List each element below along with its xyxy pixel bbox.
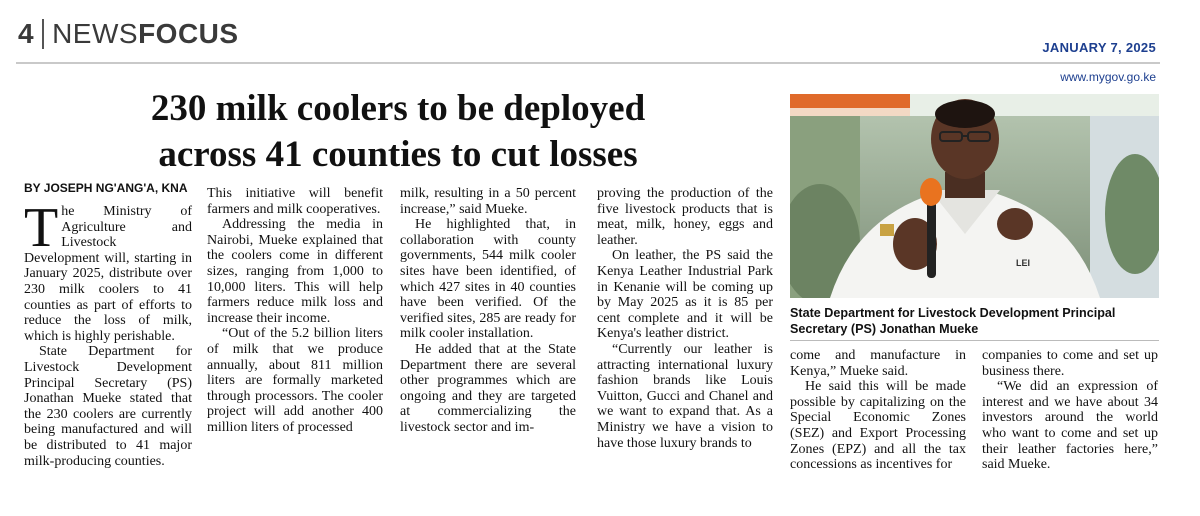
issue-date: JANUARY 7, 2025 [1042,40,1156,55]
paragraph: Addressing the media in Nairobi, Mueke explained that the coolers come in different sizes, ranging from 1,000 to 10,000 liters. This will help farmers reduce milk loss and increase their income. [207,217,383,326]
header-divider [42,19,44,49]
article-column-5 [790,348,966,473]
paragraph: He highlighted that, in collaboration with county governments, 544 milk cooler sites have been identified, of which 427 sites in 40 counties have been verified. Of the verified sites, 285 are ready for milk cooler installation. [400,217,576,342]
headline [16,86,780,178]
section-header [18,18,239,50]
header-rule [16,62,1160,64]
paragraph: milk, resulting in a 50 percent increase,” said Mueke. [400,186,576,217]
paragraph: “Currently our leather is attracting international luxury fashion brands like Louis Vuitton, Gucci and Chanel and we want to expand that. As a Ministry we have a vision to have those luxury brands to [597,341,773,451]
section-name-bold: FOCUS [138,18,239,49]
article-column-4 [597,186,773,451]
photo-badge-text: LEI [1016,258,1031,268]
article-column-1 [24,197,192,469]
speaker-photo-illustration [790,94,1159,298]
photo-caption: State Department for Livestock Development Principal Secretary (PS) Jonathan Mueke [790,306,1116,336]
byline: BY JOSEPH NG'ANG'A, KNA [24,181,188,195]
paragraph: come and manufacture in Kenya,” Mueke said. [790,348,966,379]
paragraph: He added that at the State Department there are several other programmes which are ongoing and they are targeted at commercializing the livestock sector and im- [400,341,576,435]
paragraph-text: he Ministry of Agriculture and Livestock Development will, starting in January 2025, distribute over 230 milk coolers to 41 counties as part of efforts to reduce the loss of milk, which is highly perishable. [24,204,192,344]
paragraph: companies to come and set up business there. [982,348,1158,379]
article-column-2 [207,186,383,436]
paragraph: On leather, the PS said the Kenya Leather Industrial Park in Kenanie will be coming up by May 2025 as it is 85 per cent complete and it will be Kenya's leather district. [597,248,773,342]
paragraph: “We did an expression of interest and we have about 34 investors around the world who want to come and set up their leather factories here,” said Mueke. [982,379,1158,473]
paragraph: proving the production of the five livestock products that is meat, milk, honey, eggs and leather. [597,186,773,248]
article-column-6 [982,348,1158,473]
section-name-light: NEWS [52,18,139,49]
paragraph [24,197,192,344]
website-link[interactable]: www.mygov.go.ke [1060,70,1156,84]
paragraph: This initiative will benefit farmers and milk cooperatives. [207,186,383,217]
page-number: 4 [18,18,35,49]
caption-divider [790,340,1159,341]
drop-cap: T [24,197,59,259]
paragraph: He said this will be made possible by capitalizing on the Special Economic Zones (SEZ) and Export Processing Zones (EPZ) and all the tax concessions as incentives for [790,379,966,473]
paragraph: “Out of the 5.2 billion liters of milk that we produce annually, about 811 million liters are formally marketed through processors. The cooler project will add another 400 million liters of processed [207,326,383,435]
headline-line-2: across 41 counties to cut losses [158,134,638,175]
article-photo [790,94,1159,298]
article-column-3 [400,186,576,436]
headline-line-1: 230 milk coolers to be deployed [150,88,646,129]
paragraph: State Department for Livestock Development Principal Secretary (PS) Jonathan Mueke stated that the 230 coolers are currently being manufactured and will be distributed to 41 major milk-producing counties. [24,344,192,469]
